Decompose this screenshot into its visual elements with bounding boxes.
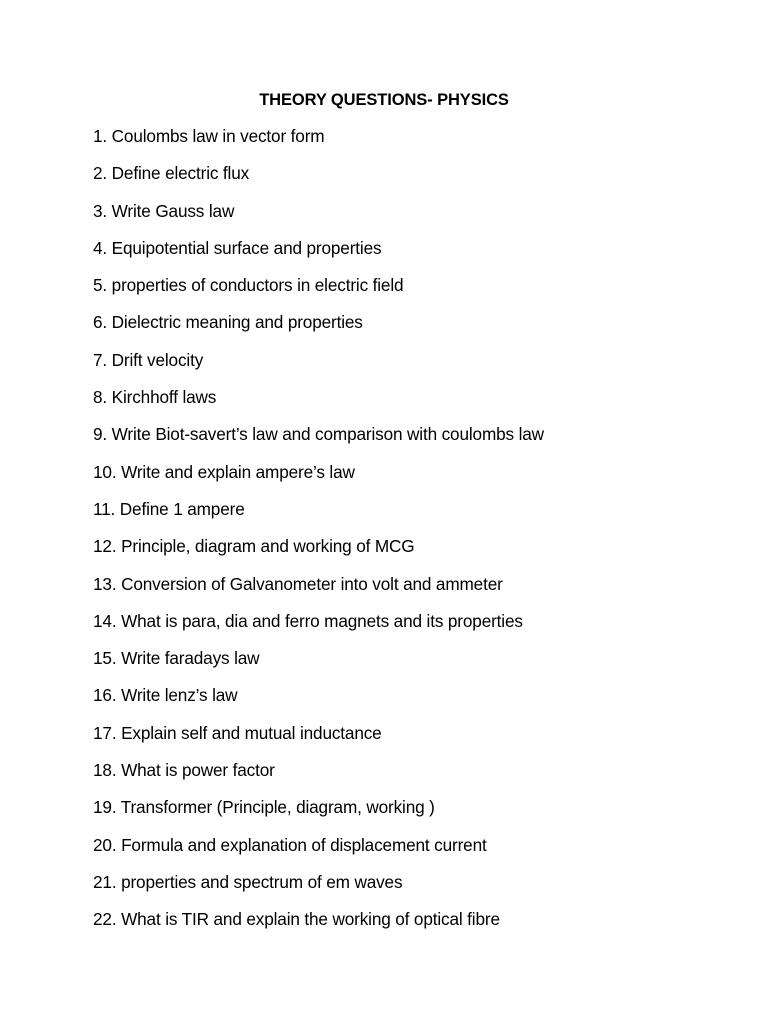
- document-title: THEORY QUESTIONS- PHYSICS: [259, 91, 509, 109]
- question-item: 18. What is power factor: [93, 760, 275, 781]
- question-item: 4. Equipotential surface and properties: [93, 237, 382, 258]
- question-item: 17. Explain self and mutual inductance: [93, 722, 382, 743]
- question-item: 5. properties of conductors in electric field: [93, 275, 404, 296]
- question-item: 6. Dielectric meaning and properties: [93, 312, 363, 333]
- question-list: [93, 124, 544, 945]
- question-item: 12. Principle, diagram and working of MCG: [93, 536, 415, 557]
- question-item: 9. Write Biot-savert’s law and comparison with coulombs law: [93, 424, 544, 445]
- question-item: 1. Coulombs law in vector form: [93, 126, 325, 146]
- question-item: 22. What is TIR and explain the working of optical fibre: [93, 909, 500, 930]
- question-item: 15. Write faradays law: [93, 648, 260, 669]
- question-item: 14. What is para, dia and ferro magnets and its properties: [93, 610, 523, 631]
- question-item: 21. properties and spectrum of em waves: [93, 871, 403, 892]
- question-item: 7. Drift velocity: [93, 349, 204, 370]
- question-item: 8. Kirchhoff laws: [93, 387, 217, 408]
- question-item: 11. Define 1 ampere: [93, 498, 245, 519]
- question-item: 20. Formula and explanation of displacement current: [93, 834, 487, 855]
- question-item: 19. Transformer (Principle, diagram, working ): [93, 797, 435, 818]
- question-item: 3. Write Gauss law: [93, 200, 235, 221]
- question-item: 16. Write lenz’s law: [93, 685, 238, 706]
- question-item: 13. Conversion of Galvanometer into volt and ammeter: [93, 573, 503, 594]
- question-item: 10. Write and explain ampere’s law: [93, 461, 355, 482]
- question-item: 2. Define electric flux: [93, 163, 250, 184]
